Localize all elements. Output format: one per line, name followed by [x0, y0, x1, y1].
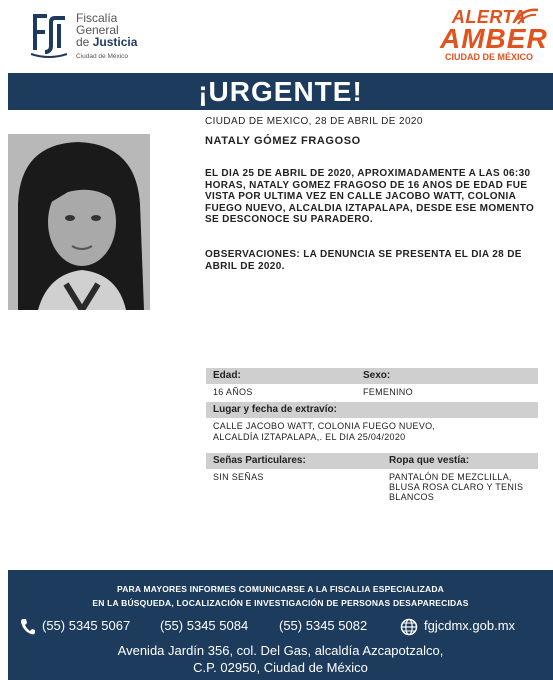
urgent-banner: ¡URGENTE!	[8, 73, 553, 110]
info-line1: PARA MAYORES INFORMES COMUNICARSE A LA FISCALIA ESPECIALIZADA	[116, 584, 445, 594]
amber-swoosh-icon	[510, 6, 540, 26]
table-row	[206, 418, 538, 452]
clothes-value-2: BLUSA ROSA CLARO Y TENIS	[389, 482, 524, 492]
fgj-line3-strong: Justicia	[92, 35, 138, 49]
phone-row	[8, 618, 553, 636]
phone-icon	[20, 618, 36, 636]
place-value-2: ALCALDÍA IZTAPALAPA,. EL DIA 25/04/2020	[213, 431, 406, 442]
address-line1: Avenida Jardín 356, col. Del Gas, alcaldía Azcapotzalco,	[117, 643, 444, 658]
observations-text: OBSERVACIONES: LA DENUNCIA SE PRESENTA EL DIA 28 DE ABRIL DE 2020.	[205, 249, 522, 272]
marks-label: Señas Particulares:	[213, 455, 306, 466]
address-line2: C.P. 02950, Ciudad de México	[193, 660, 368, 675]
fgj-logo-icon	[27, 10, 71, 60]
amber-line1: ALERTA	[451, 7, 527, 27]
fgj-line2: General	[76, 23, 119, 37]
person-name: NATALY GÓMEZ FRAGOSO	[205, 135, 361, 147]
description-text: EL DIA 25 DE ABRIL DE 2020, APROXIMADAMENTE A LAS 06:30 HORAS, NATALY GOMEZ FRAGOSO DE 16 ANOS DE EDAD FUE VISTA POR ULTIMA VEZ EN CALLE JACOBO WATT, COLONIA FUEGO NUEVO, ALCALDIA IZTAPALAPA, DESDE ESE MOMENTO SE DESCONOCE SU PARADERO.	[205, 168, 535, 225]
place-value-1: CALLE JACOBO WATT, COLONIA FUEGO NUEVO,	[213, 421, 436, 431]
clothes-value-3: BLANCOS	[389, 492, 435, 502]
place-label: Lugar y fecha de extravío:	[213, 404, 337, 415]
details-table	[206, 368, 538, 502]
phone-1[interactable]: (55) 5345 5067	[42, 618, 131, 633]
table-header-row	[206, 402, 538, 418]
info-line2: EN LA BÚSQUEDA, LOCALIZACIÓN E INVESTIGACIÓN DE PERSONAS DESAPARECIDAS	[92, 598, 469, 608]
contact-footer	[8, 570, 553, 680]
table-row	[206, 469, 538, 502]
table-header-row	[206, 453, 538, 469]
age-value: 16 AÑOS	[213, 387, 253, 397]
marks-value: SIN SEÑAS	[213, 472, 264, 482]
table-row	[206, 384, 538, 400]
amber-line3: CIUDAD DE MÉXICO	[444, 52, 533, 62]
age-label: Edad:	[213, 370, 241, 381]
website-link[interactable]: fgjcdmx.gob.mx	[424, 618, 516, 633]
date-line: CIUDAD DE MEXICO, 28 DE ABRIL DE 2020	[205, 116, 423, 127]
table-header-row	[206, 368, 538, 384]
sex-label: Sexo:	[363, 370, 391, 381]
amber-line2: AMBER	[440, 23, 548, 54]
fgj-wordmark	[76, 12, 137, 63]
phone-3[interactable]: (55) 5345 5082	[279, 618, 368, 633]
person-photo	[8, 134, 150, 310]
header	[0, 0, 553, 72]
phone-2[interactable]: (55) 5345 5084	[160, 618, 249, 633]
clothes-label: Ropa que vestía:	[389, 455, 470, 466]
fgj-line3	[76, 36, 137, 48]
sex-value: FEMENINO	[363, 387, 413, 397]
fgj-line4: Ciudad de México	[76, 53, 129, 60]
globe-icon	[400, 618, 418, 636]
clothes-value	[382, 472, 538, 502]
fgj-line1: Fiscalía	[76, 11, 118, 25]
clothes-value-1: PANTALÓN DE MEZCLILLA,	[389, 472, 512, 482]
fgj-line3-prefix: de	[76, 35, 93, 49]
